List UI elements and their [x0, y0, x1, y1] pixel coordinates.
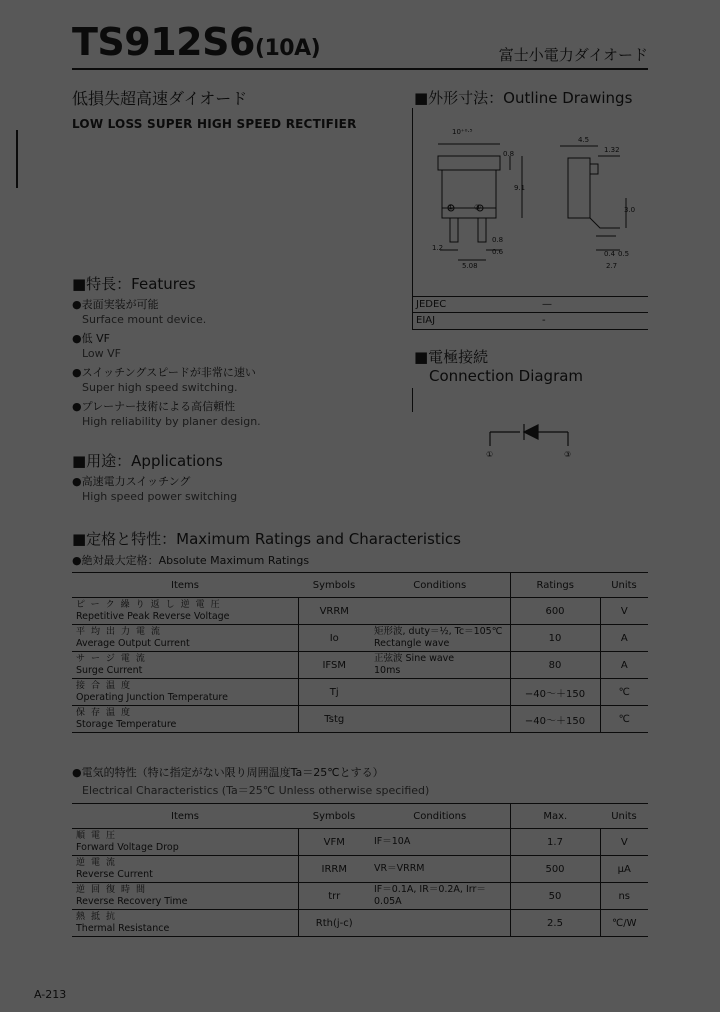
connection-pin-left: ① [486, 450, 494, 459]
manufacturer-line: 富士小電力ダイオード [498, 46, 648, 64]
item-jp: サージ電流 [76, 653, 151, 664]
dim-side-width: 4.5 [578, 136, 590, 144]
item-en: Surge Current [76, 664, 143, 676]
symbol: trr [298, 883, 370, 910]
ratings-heading: ■定格と特性：Maximum Ratings and Characteristics [72, 530, 461, 548]
eiaj-value: - [542, 315, 546, 326]
feature-4-en: High reliability by planer design. [82, 415, 261, 428]
eiaj-row [412, 312, 648, 330]
table-row [72, 910, 648, 937]
page-number: A-213 [34, 988, 67, 1001]
feature-3-jp: ●スイッチングスピードが非常に速い [72, 366, 256, 379]
max-value: 50 [510, 883, 600, 910]
col-units: Units [600, 804, 648, 829]
feature-1-en: Surface mount device. [82, 313, 207, 326]
col-items: Items [72, 804, 298, 829]
col-conditions: Conditions [370, 573, 510, 598]
current-rating: (10A) [254, 36, 321, 61]
unit: A [600, 625, 648, 652]
item-jp: 接合温度 [76, 680, 137, 691]
product-en-description: LOW LOSS SUPER HIGH SPEED RECTIFIER [72, 117, 357, 131]
connection-heading-en: Connection Diagram [429, 367, 584, 385]
unit: ℃ [600, 706, 648, 733]
symbol: Tstg [298, 706, 370, 733]
table-row [72, 883, 648, 910]
pin-3-label: ③ [474, 203, 482, 212]
table-row [72, 856, 648, 883]
max-value: 2.5 [510, 910, 600, 937]
rating-value: 10 [510, 625, 600, 652]
item-en: Operating Junction Temperature [76, 691, 228, 703]
item-en: Repetitive Peak Reverse Voltage [76, 610, 230, 622]
part-number: TS912S6 [72, 20, 255, 64]
condition: IF＝0.1A, IR＝0.2A, Irr＝0.05A [370, 883, 510, 910]
col-max: Max. [510, 804, 600, 829]
dim-width: 10⁺⁰·⁵ [452, 128, 473, 136]
condition-2: Rectangle wave [374, 638, 450, 649]
dim-height: 9.1 [514, 184, 526, 192]
col-conditions: Conditions [370, 804, 510, 829]
jedec-value: — [542, 299, 552, 310]
item-en: Storage Temperature [76, 718, 177, 730]
jedec-label: JEDEC [416, 299, 447, 310]
feature-1-jp: ●表面実装が可能 [72, 298, 159, 311]
ratings-subheading: ●絶対最大定格：Absolute Maximum Ratings [72, 554, 310, 567]
rating-value: 600 [510, 598, 600, 625]
col-symbols: Symbols [298, 573, 370, 598]
dim-pitch-total: 5.08 [462, 262, 478, 270]
item-jp: 平均出力電流 [76, 626, 167, 637]
symbol: Io [298, 625, 370, 652]
table-header-row [72, 804, 648, 829]
unit: ns [600, 883, 648, 910]
dim-lead-width: 1.2 [432, 244, 444, 252]
feature-3-en: Super high speed switching. [82, 381, 238, 394]
header-rule [72, 68, 648, 70]
dim-side-foot-1: 0.4 [604, 250, 616, 258]
unit: ℃ [600, 679, 648, 706]
eiaj-label: EIAJ [416, 315, 436, 326]
item-jp: 逆電流 [76, 857, 122, 868]
symbol: Tj [298, 679, 370, 706]
dim-pitch-2: 0.6 [492, 248, 504, 256]
col-ratings: Ratings [510, 573, 600, 598]
table-row [72, 829, 648, 856]
item-jp: 保存温度 [76, 707, 137, 718]
condition-1: 正弦波 Sine wave [374, 653, 455, 664]
table-header-row [72, 573, 648, 598]
margin-bar [16, 130, 18, 188]
unit: ℃/W [600, 910, 648, 937]
item-en: Reverse Current [76, 868, 153, 880]
condition [370, 910, 510, 937]
jedec-row [412, 296, 648, 313]
col-units: Units [600, 573, 648, 598]
electrical-heading-en: Electrical Characteristics (Ta＝25℃ Unless otherwise specified) [82, 784, 430, 797]
unit: V [600, 598, 648, 625]
unit: A [600, 652, 648, 679]
symbol: VRRM [298, 598, 370, 625]
application-1-jp: ●高速電力スイッチング [72, 475, 191, 488]
table-row [72, 679, 648, 706]
max-value: 1.7 [510, 829, 600, 856]
rating-value: −40～＋150 [510, 679, 600, 706]
symbol: IFSM [298, 652, 370, 679]
feature-2-en: Low VF [82, 347, 122, 360]
item-en: Reverse Recovery Time [76, 895, 188, 907]
outline-heading: ■外形寸法：Outline Drawings [414, 89, 633, 107]
symbol: Rth(j-c) [298, 910, 370, 937]
dim-side-foot-2: 0.5 [618, 250, 630, 258]
feature-4-jp: ●プレーナー技術による高信頼性 [72, 400, 236, 413]
table-row [72, 652, 648, 679]
condition-1: 矩形波, duty＝½, Tc＝105℃ [374, 626, 503, 637]
feature-2-jp: ●低 VF [72, 332, 110, 345]
electrical-characteristics-table [72, 803, 648, 937]
dim-top-height: 0.8 [503, 150, 515, 158]
features-heading: ■特長：Features [72, 275, 196, 293]
col-symbols: Symbols [298, 804, 370, 829]
item-en: Thermal Resistance [76, 922, 170, 934]
table-row [72, 625, 648, 652]
rating-value: 80 [510, 652, 600, 679]
item-jp: 逆回復時間 [76, 884, 152, 895]
table-row [72, 706, 648, 733]
connection-heading-jp: ■電極接続 [414, 348, 489, 366]
connection-pin-right: ③ [564, 450, 572, 459]
part-number-title [72, 20, 320, 64]
product-jp-description: 低損失超高速ダイオード [72, 89, 248, 108]
applications-heading: ■用途：Applications [72, 452, 223, 470]
dim-side-base: 2.7 [606, 262, 618, 270]
item-jp: ピーク繰り返し逆電圧 [76, 599, 226, 610]
item-en: Forward Voltage Drop [76, 841, 179, 853]
condition-2: 10ms [374, 665, 401, 676]
pin-1-label: ① [447, 203, 455, 212]
connection-frame-line [412, 388, 413, 412]
item-en: Average Output Current [76, 637, 190, 649]
rating-value: −40～＋150 [510, 706, 600, 733]
col-items: Items [72, 573, 298, 598]
absolute-max-ratings-table [72, 572, 648, 733]
table-row [72, 598, 648, 625]
dim-side-height: 3.0 [624, 206, 636, 214]
dim-side-top: 1.32 [604, 146, 620, 154]
max-value: 500 [510, 856, 600, 883]
symbol: VFM [298, 829, 370, 856]
item-jp: 熱抵抗 [76, 911, 122, 922]
application-1-en: High speed power switching [82, 490, 238, 503]
unit: V [600, 829, 648, 856]
electrical-heading-jp: ●電気的特性（特に指定がない限り周囲温度Ta＝25℃とする） [72, 766, 384, 779]
unit: μA [600, 856, 648, 883]
item-jp: 順電圧 [76, 830, 122, 841]
condition: VR＝VRRM [370, 856, 510, 883]
dim-pitch-1: 0.8 [492, 236, 504, 244]
condition: IF＝10A [370, 829, 510, 856]
symbol: IRRM [298, 856, 370, 883]
